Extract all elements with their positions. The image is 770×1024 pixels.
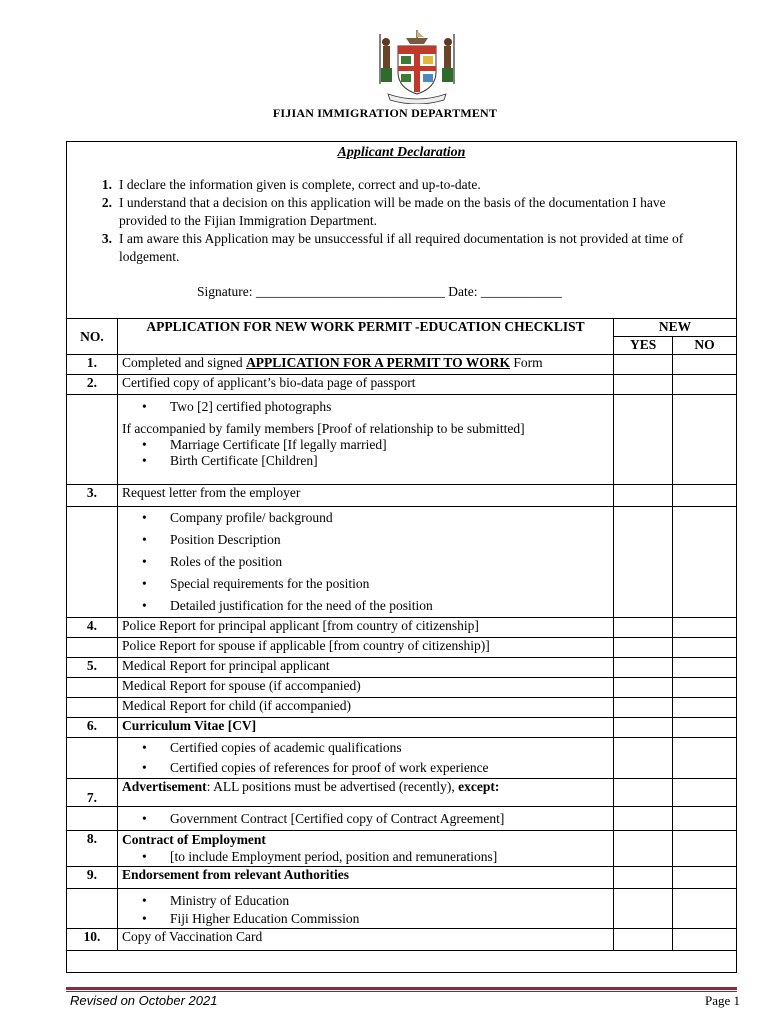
table-row: Police Report for spouse if applicable [from country of citizenship)] bbox=[67, 638, 737, 658]
col-yes-header: YES bbox=[614, 337, 673, 355]
no-checkbox[interactable] bbox=[673, 678, 737, 698]
table-row: • Company profile/ background • Position Description • Roles of the position • Special requirements for the position • Detailed justification for the need of the position bbox=[67, 507, 737, 618]
yes-checkbox[interactable] bbox=[614, 889, 673, 929]
table-row: Medical Report for spouse (if accompanied) bbox=[67, 678, 737, 698]
yes-checkbox[interactable] bbox=[614, 658, 673, 678]
table-row: • Certified copies of academic qualifications • Certified copies of references for proof of work experience bbox=[67, 738, 737, 779]
no-checkbox[interactable] bbox=[673, 485, 737, 507]
table-row: • Two [2] certified photographs If accompanied by family members [Proof of relationship to be submitted] • Marriage Certificate [If legally married] • Birth Certificate [Children] bbox=[67, 395, 737, 485]
yes-checkbox[interactable] bbox=[614, 355, 673, 375]
footer-rule-thin bbox=[66, 991, 737, 992]
yes-checkbox[interactable] bbox=[614, 807, 673, 831]
col-new-header: NEW bbox=[614, 319, 737, 337]
no-checkbox[interactable] bbox=[673, 889, 737, 929]
no-checkbox[interactable] bbox=[673, 698, 737, 718]
revision-date: Revised on October 2021 bbox=[70, 993, 218, 1008]
col-no2-header: NO bbox=[673, 337, 737, 355]
no-checkbox[interactable] bbox=[673, 395, 737, 485]
table-row: Medical Report for child (if accompanied) bbox=[67, 698, 737, 718]
table-row: 2. Certified copy of applicant’s bio-data page of passport bbox=[67, 375, 737, 395]
page-number: Page 1 bbox=[704, 993, 740, 1008]
yes-checkbox[interactable] bbox=[614, 638, 673, 658]
no-checkbox[interactable] bbox=[673, 638, 737, 658]
yes-checkbox[interactable] bbox=[614, 618, 673, 638]
no-checkbox[interactable] bbox=[673, 618, 737, 638]
table-row: 9. Endorsement from relevant Authorities bbox=[67, 867, 737, 889]
yes-checkbox[interactable] bbox=[614, 507, 673, 618]
declaration-item: 3. I am aware this Application may be unsuccessful if all required documentation is not provided at time of lodgement. bbox=[101, 231, 684, 264]
no-checkbox[interactable] bbox=[673, 867, 737, 889]
no-checkbox[interactable] bbox=[673, 718, 737, 738]
fiji-coat-of-arms-icon bbox=[374, 28, 460, 104]
no-checkbox[interactable] bbox=[673, 507, 737, 618]
yes-checkbox[interactable] bbox=[614, 395, 673, 485]
declaration-list bbox=[90, 176, 715, 266]
declaration-item: 2. I understand that a decision on this application will be made on the basis of the documentation I have provided to the Fijian Immigration Department. bbox=[101, 195, 666, 228]
yes-checkbox[interactable] bbox=[614, 831, 673, 867]
table-row: 7. Advertisement: ALL positions must be advertised (recently), except: bbox=[67, 779, 737, 807]
table-row: • Ministry of Education • Fiji Higher Education Commission bbox=[67, 889, 737, 929]
yes-checkbox[interactable] bbox=[614, 375, 673, 395]
checklist-table bbox=[66, 318, 737, 951]
yes-checkbox[interactable] bbox=[614, 929, 673, 951]
table-row: 5. Medical Report for principal applicant bbox=[67, 658, 737, 678]
yes-checkbox[interactable] bbox=[614, 678, 673, 698]
no-checkbox[interactable] bbox=[673, 929, 737, 951]
no-checkbox[interactable] bbox=[673, 779, 737, 807]
no-checkbox[interactable] bbox=[673, 831, 737, 867]
no-checkbox[interactable] bbox=[673, 738, 737, 779]
table-row: • Government Contract [Certified copy of Contract Agreement] bbox=[67, 807, 737, 831]
no-checkbox[interactable] bbox=[673, 807, 737, 831]
signature-date-line[interactable]: Signature: ____________________________ Date: ____________ bbox=[197, 284, 562, 299]
checklist-title: APPLICATION FOR NEW WORK PERMIT -EDUCATION CHECKLIST bbox=[117, 319, 613, 355]
no-checkbox[interactable] bbox=[673, 375, 737, 395]
declaration-title: Applicant Declaration bbox=[337, 145, 466, 160]
table-row: 3. Request letter from the employer bbox=[67, 485, 737, 507]
yes-checkbox[interactable] bbox=[614, 867, 673, 889]
footer-rule bbox=[66, 987, 737, 990]
declaration-item: 1. I declare the information given is complete, correct and up-to-date. bbox=[101, 177, 481, 192]
no-checkbox[interactable] bbox=[673, 355, 737, 375]
yes-checkbox[interactable] bbox=[614, 698, 673, 718]
table-row: 8. Contract of Employment • [to include Employment period, position and remunerations] bbox=[67, 831, 737, 867]
no-checkbox[interactable] bbox=[673, 658, 737, 678]
department-name: FIJIAN IMMIGRATION DEPARTMENT bbox=[272, 106, 498, 120]
table-row: 6. Curriculum Vitae [CV] bbox=[67, 718, 737, 738]
yes-checkbox[interactable] bbox=[614, 718, 673, 738]
table-row: 4. Police Report for principal applicant [from country of citizenship] bbox=[67, 618, 737, 638]
table-row: 1. Completed and signed APPLICATION FOR A PERMIT TO WORK Form bbox=[67, 355, 737, 375]
table-row: 10. Copy of Vaccination Card bbox=[67, 929, 737, 951]
col-no-header: NO. bbox=[67, 319, 118, 355]
yes-checkbox[interactable] bbox=[614, 485, 673, 507]
yes-checkbox[interactable] bbox=[614, 779, 673, 807]
yes-checkbox[interactable] bbox=[614, 738, 673, 779]
